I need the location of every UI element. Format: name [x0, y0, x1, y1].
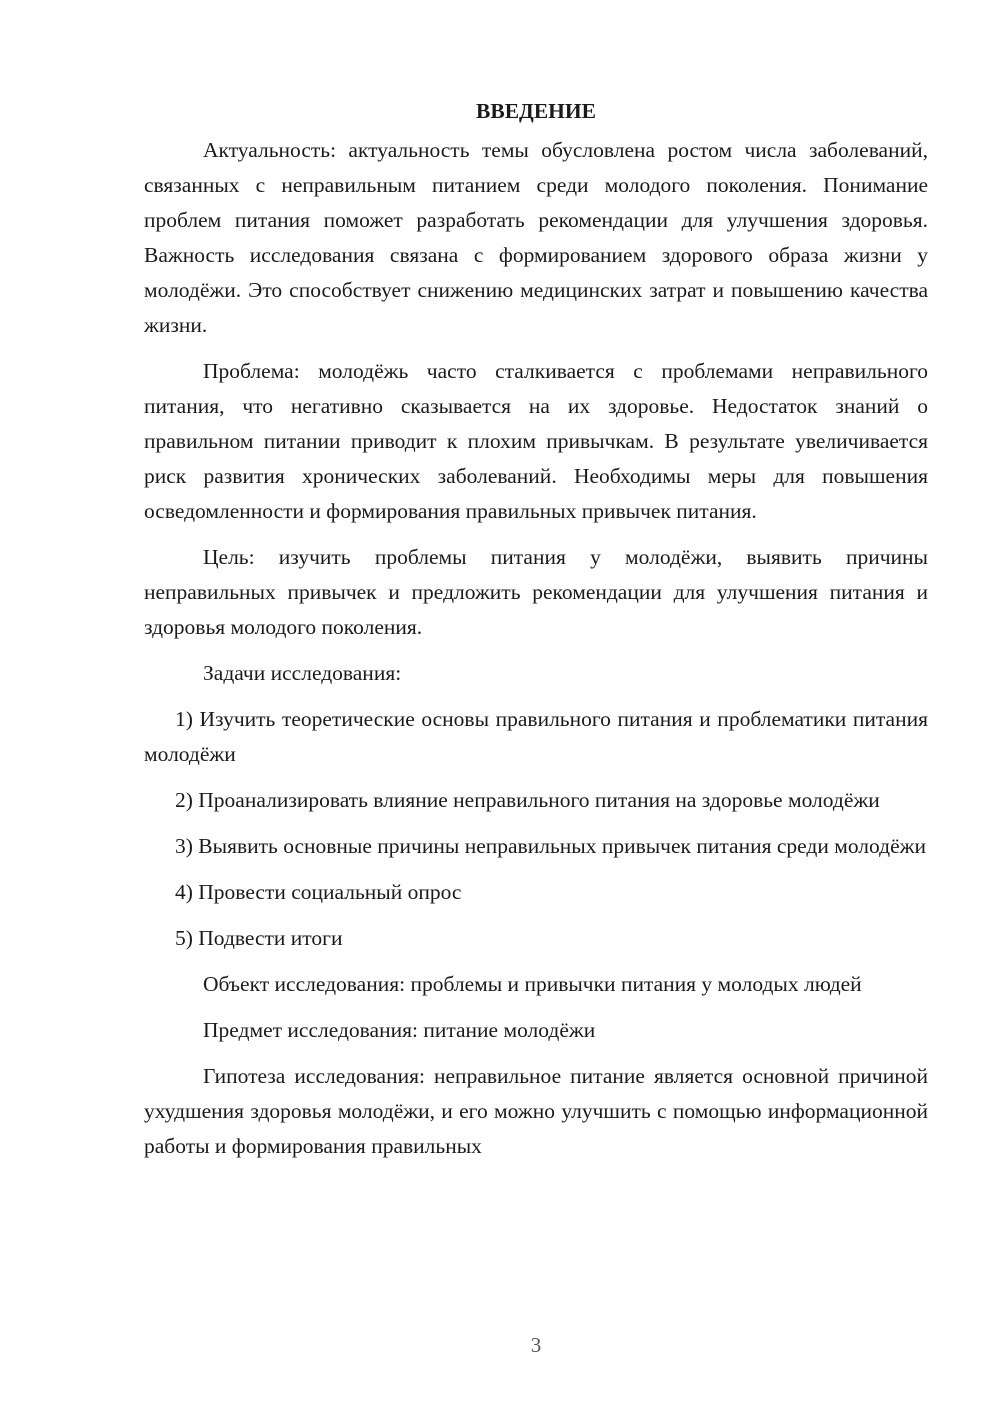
- tasks-heading: Задачи исследования:: [203, 661, 402, 685]
- page-number: 3: [530, 1333, 542, 1357]
- problem-paragraph: Проблема: молодёжь часто сталкивается с проблемами неправильного питания, что негативно сказывается на их здоровье. Недостаток знаний о правильном питании приводит к плохим привычкам. В результате увеличивается риск развития хронических заболеваний. Необходимы меры для повышения осведомленности и формирования правильных привычек питания.: [144, 359, 928, 523]
- section-title: ВВЕДЕНИЕ: [476, 99, 596, 123]
- goal-paragraph: Цель: изучить проблемы питания у молодёжи, выявить причины неправильных привычек и предложить рекомендации для улучшения питания и здоровья молодого поколения.: [144, 545, 928, 639]
- hypothesis-paragraph: Гипотеза исследования: неправильное питание является основной причиной ухудшения здоровья молодёжи, и его можно улучшить с помощью информационной работы и формирования правильных: [144, 1064, 928, 1158]
- task-item: 2) Проанализировать влияние неправильного питания на здоровье молодёжи: [175, 788, 880, 812]
- subject-paragraph: Предмет исследования: питание молодёжи: [203, 1018, 596, 1042]
- task-item: 4) Провести социальный опрос: [175, 880, 462, 904]
- relevance-paragraph: Актуальность: актуальность темы обусловлена ростом числа заболеваний, связанных с неправильным питанием среди молодого поколения. Понимание проблем питания поможет разработать рекомендации для улучшения здоровья. Важность исследования связана с формированием здорового образа жизни у молодёжи. Это способствует снижению медицинских затрат и повышению качества жизни.: [144, 138, 928, 337]
- object-paragraph: Объект исследования: проблемы и привычки питания у молодых людей: [203, 972, 862, 996]
- task-item: 1) Изучить теоретические основы правильного питания и проблематики питания молодёжи: [144, 707, 928, 766]
- task-item: 3) Выявить основные причины неправильных привычек питания среди молодёжи: [175, 834, 926, 858]
- task-item: 5) Подвести итоги: [175, 926, 343, 950]
- page-content: [144, 94, 928, 1164]
